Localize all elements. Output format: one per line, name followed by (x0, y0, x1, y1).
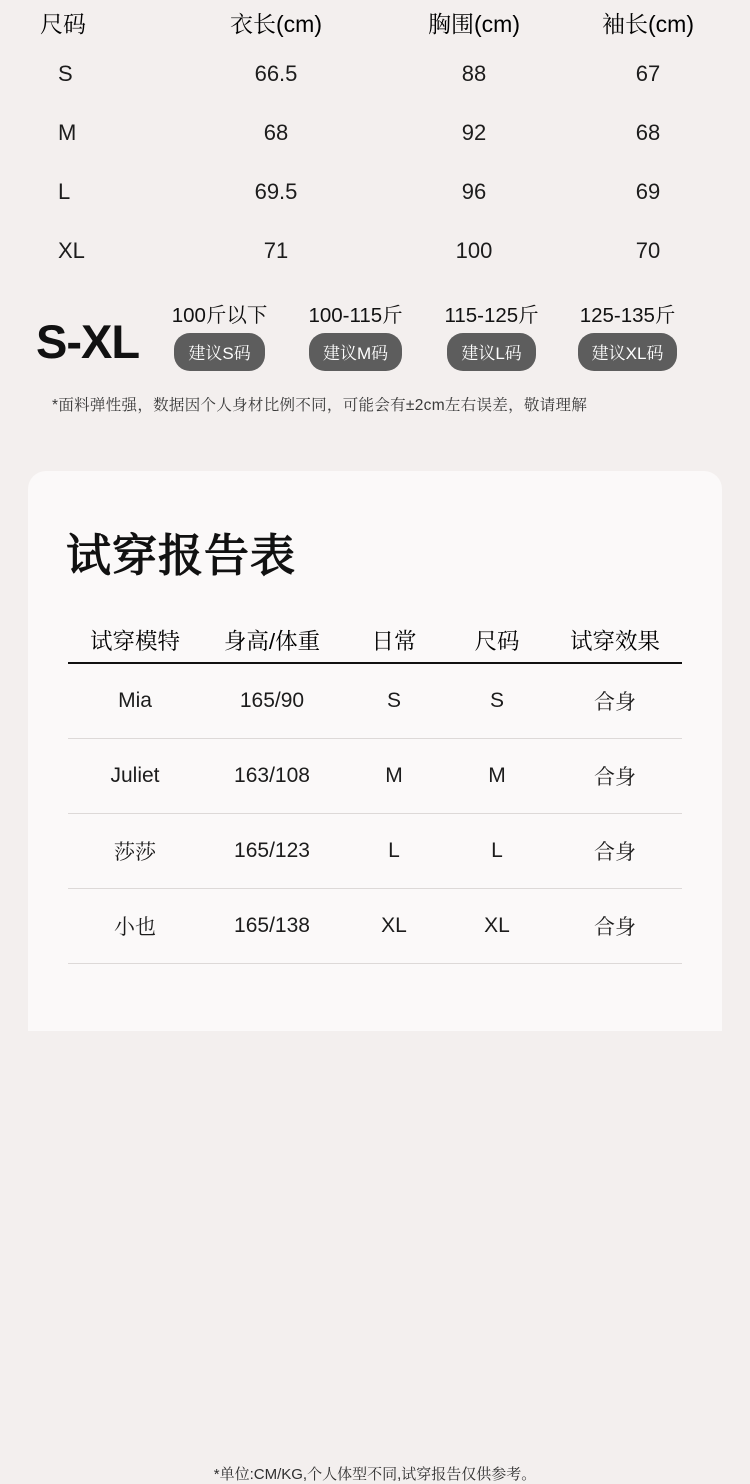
try-on-report-disclaimer: *单位:CM/KG,个人体型不同,试穿报告仅供参考。 (213, 1466, 537, 1483)
cell-usual: S (386, 689, 401, 712)
report-header-size: 尺码 (474, 629, 520, 654)
list-item (153, 298, 286, 371)
size-range-label: S-XL (36, 315, 140, 368)
table-row (28, 162, 722, 221)
cell-size: M (58, 119, 77, 145)
cell-size: S (58, 60, 73, 86)
size-chart-table (0, 0, 750, 280)
cell-size: L (491, 839, 503, 862)
weight-range-label: 115-125斤 (444, 304, 539, 327)
cell-size: S (489, 689, 504, 712)
cell-fit: 合身 (594, 766, 636, 789)
cell-length: 69.5 (254, 178, 298, 204)
size-chart-header-sleeve: 袖长(cm) (602, 10, 694, 37)
cell-model: Juliet (110, 764, 160, 787)
cell-size: XL (484, 914, 510, 937)
cell-sleeve: 68 (635, 119, 661, 145)
table-row (68, 889, 682, 964)
report-header-usual: 日常 (371, 629, 417, 654)
cell-size: M (488, 764, 506, 787)
cell-fit: 合身 (594, 691, 636, 714)
cell-bust: 88 (461, 60, 487, 86)
size-chart-header-row (28, 0, 722, 44)
cell-height-weight: 163/108 (234, 764, 310, 787)
cell-size: XL (58, 237, 85, 263)
page-title: 试穿报告表 (66, 530, 297, 581)
status-badge: 建议S码 (174, 333, 264, 371)
size-chart-disclaimer: *面料弹性强，数据因个人身材比例不同，可能会有±2cm左右误差，敬请理解 (52, 397, 588, 414)
table-row (68, 814, 682, 889)
cell-size: L (58, 178, 71, 204)
cell-bust: 92 (461, 119, 487, 145)
cell-sleeve: 70 (635, 237, 661, 263)
cell-fit: 合身 (594, 916, 636, 939)
weight-range-label: 100斤以下 (171, 304, 268, 327)
cell-sleeve: 67 (635, 60, 661, 86)
status-badge: 建议XL码 (578, 333, 678, 371)
table-row (28, 103, 722, 162)
cell-model: 小也 (114, 916, 156, 939)
cell-length: 71 (263, 237, 289, 263)
weight-range-label: 125-135斤 (579, 304, 676, 327)
try-on-report-table (68, 618, 682, 964)
report-header-model: 试穿模特 (89, 629, 180, 654)
cell-height-weight: 165/90 (239, 689, 305, 712)
report-header-fit: 试穿效果 (569, 629, 660, 654)
cell-length: 68 (263, 119, 289, 145)
try-on-report-card (28, 471, 722, 1483)
cell-height-weight: 165/138 (234, 914, 310, 937)
size-chart-header-length: 衣长(cm) (230, 10, 322, 37)
table-row (68, 739, 682, 814)
cell-bust: 100 (455, 237, 493, 263)
cell-usual: L (388, 839, 400, 862)
status-badge: 建议L码 (447, 333, 535, 371)
report-header-row (68, 618, 682, 664)
table-row (28, 221, 722, 280)
table-row (28, 44, 722, 103)
cell-height-weight: 165/123 (234, 839, 310, 862)
status-badge: 建议M码 (309, 333, 402, 371)
cell-fit: 合身 (594, 841, 636, 864)
cell-bust: 96 (461, 178, 487, 204)
list-item (425, 298, 558, 371)
size-chart-header-bust: 胸围(cm) (428, 10, 520, 37)
cell-usual: XL (381, 914, 407, 937)
cell-model: Mia (118, 689, 152, 712)
report-header-height-weight: 身高/体重 (223, 629, 321, 654)
cell-sleeve: 69 (635, 178, 661, 204)
list-item (289, 298, 422, 371)
table-row (68, 664, 682, 739)
size-chart-header-size: 尺码 (40, 10, 86, 37)
cell-usual: M (385, 764, 403, 787)
size-recommendation-block (0, 280, 750, 371)
cell-model: 莎莎 (114, 841, 156, 864)
size-recommendation-list (153, 298, 694, 371)
weight-range-label: 100-115斤 (308, 304, 403, 327)
cell-length: 66.5 (254, 60, 298, 86)
list-item (561, 298, 694, 371)
